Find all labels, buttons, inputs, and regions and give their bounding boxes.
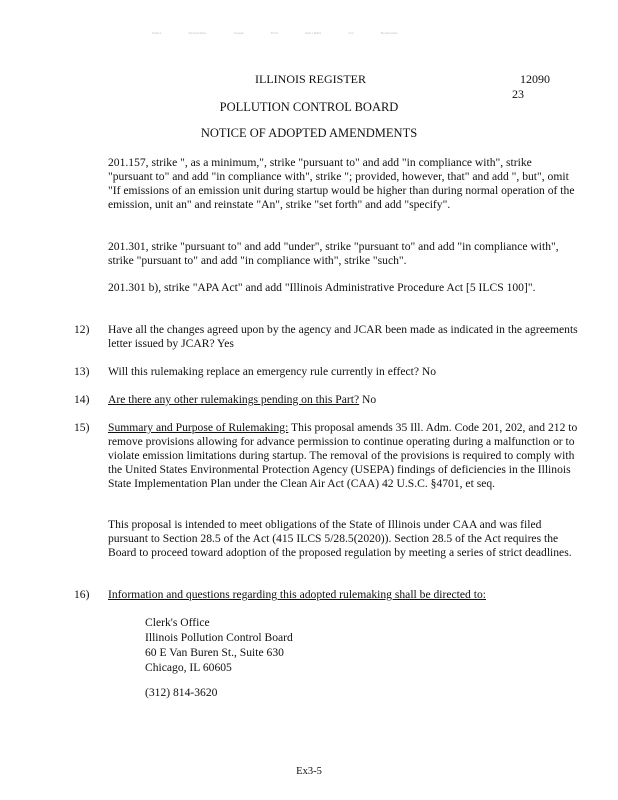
register-title: ILLINOIS REGISTER <box>255 72 366 86</box>
board-name: POLLUTION CONTROL BOARD <box>219 100 399 114</box>
paragraph-201-301: 201.301, strike "pursuant to" and add "under", strike "pursuant to" and add "in compliance with", strike "pursuant to" and add "in compliance with", strike "such". <box>108 240 559 267</box>
item-12-text: Have all the changes agreed upon by the agency and JCAR been made as indicated in the agreements letter issued by JCAR? Yes <box>108 323 578 350</box>
faint-label: Add / Mark <box>304 31 322 35</box>
register-page-sub: 23 <box>512 87 524 101</box>
item-number: 14) <box>74 393 90 406</box>
item-15-text: This proposal amends 35 Ill. Adm. Code 201, 202, and 212 to remove provisions allowing for advance permission to continue operating during a malfunction or to violate emission limitations during startup. The removal of the provisions is required to comply with the United States Environmental Protection Agency (USEPA) findings of deficiencies in the Illinois State Implementation Plan under the Clean Air Act (CAA) 42 U.S.C. §4701, et seq. <box>108 421 578 490</box>
faint-label: Filters <box>152 31 162 35</box>
item-15 <box>108 421 578 491</box>
faint-label: Bookmarks <box>380 31 398 35</box>
register-page-number: 12090 <box>520 72 550 86</box>
item-14-label: Are there any other rulemakings pending on this Part? <box>108 393 360 406</box>
paragraph-201-157: 201.157, strike ", as a minimum,", strike "pursuant to" and add "in compliance with", strike "pursuant to" and add "in compliance with", strike "; provided, however, that" and add ", but", omit "If emissions of an emission unit during startup would be higher than during normal operation of the emission, unit an" and reinstate "An", strike "set forth" and add "specify". <box>108 156 575 211</box>
item-number: 13) <box>74 365 90 378</box>
contact-address <box>145 615 293 675</box>
item-14-answer: No <box>359 393 377 406</box>
contact-city: Chicago, IL 60605 <box>145 661 232 674</box>
item-16-label: Information and questions regarding this adopted rulemaking shall be directed to: <box>108 588 486 601</box>
contact-street: 60 E Van Buren St., Suite 630 <box>145 646 284 659</box>
notice-title: NOTICE OF ADOPTED AMENDMENTS <box>200 126 418 140</box>
faint-label: Print <box>270 31 278 35</box>
item-15-label: Summary and Purpose of Rulemaking: <box>108 421 289 434</box>
paragraph-201-301b: 201.301 b), strike "APA Act" and add "Illinois Administrative Procedure Act [5 ILCS 100]". <box>108 281 536 294</box>
footer-exhibit-label: Ex3-5 <box>296 766 322 777</box>
item-13-text: Will this rulemaking replace an emergency rule currently in effect? No <box>108 365 437 378</box>
contact-phone: (312) 814-3620 <box>145 686 218 699</box>
item-number: 16) <box>74 588 90 601</box>
item-number: 15) <box>74 421 90 434</box>
faint-label: Cut <box>348 31 354 35</box>
item-16 <box>108 588 578 602</box>
item-15-continuation: This proposal is intended to meet obligations of the State of Illinois under CAA and was filed pursuant to Section 28.5 of the Act (415 ILCS 5/28.5(2020)). Section 28.5 of the Act requires the Board to proceed toward adoption of the proposed regulation by meeting a series of strict deadlines. <box>108 518 572 559</box>
faint-label: Personalize <box>188 31 207 35</box>
contact-office: Clerk's Office <box>145 616 210 629</box>
faint-label: Create <box>233 31 244 35</box>
item-number: 12) <box>74 323 90 336</box>
contact-board: Illinois Pollution Control Board <box>145 631 293 644</box>
faint-header-strip <box>152 31 492 35</box>
item-14 <box>108 393 578 407</box>
